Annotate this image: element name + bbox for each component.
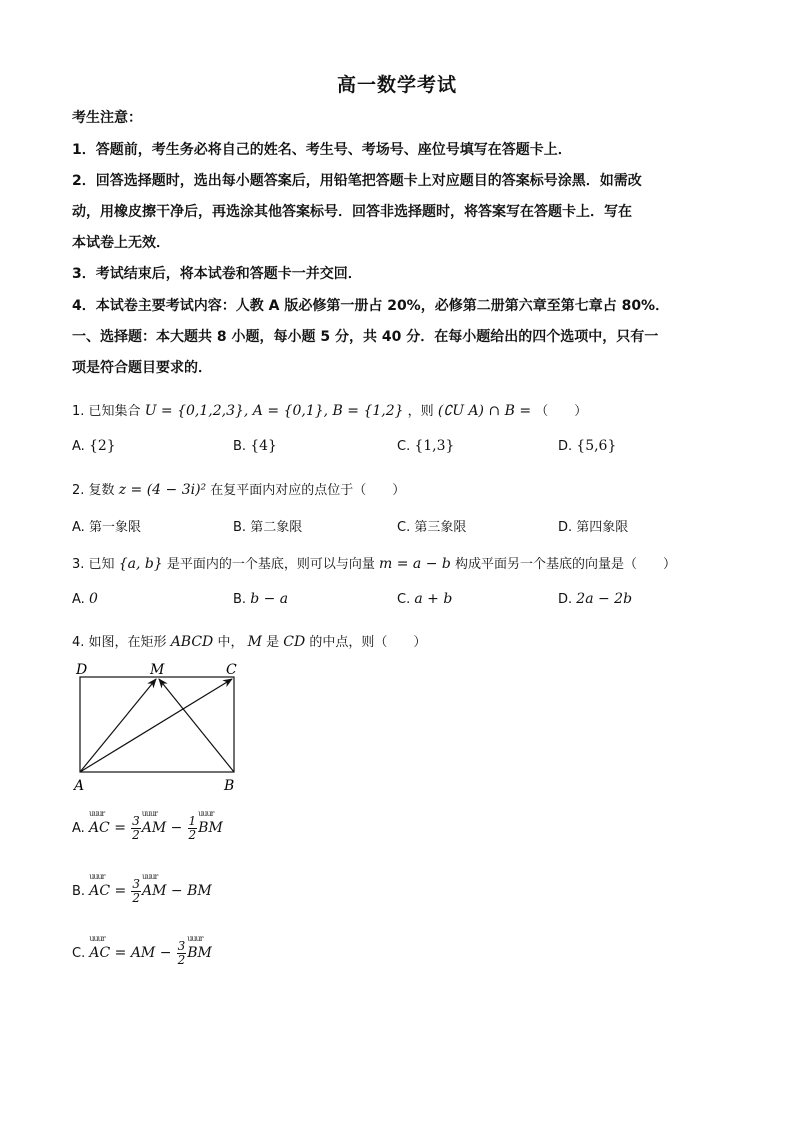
q1-expr: (∁U A) ∩ B = [437, 403, 532, 419]
q1-option-a[interactable]: A. {2} [72, 438, 116, 454]
rectangle-figure [70, 660, 250, 796]
vector-bm [159, 679, 234, 772]
q1-option-b[interactable]: B. {4} [233, 438, 277, 454]
section-heading-line1: 一、选择题：本大题共 8 小题，每小题 5 分，共 40 分．在每小题给出的四个选项中，只有一 [72, 329, 659, 345]
q3-prefix: 3. 已知 [72, 557, 115, 572]
notice-item-4: 4．本试卷主要考试内容：人教 A 版必修第一册占 20%，必修第二册第六章至第七章占 80%． [72, 298, 670, 314]
q4-option-c[interactable]: C. uuur AC = AM − $\frac{3}{2}$ uuur BM [72, 940, 212, 967]
label-c: C [226, 662, 237, 678]
q3-option-a[interactable]: A. 0 [72, 591, 98, 607]
notice-item-2-end: 本试卷上无效． [72, 235, 170, 251]
label-d: D [76, 662, 88, 678]
q1-option-c[interactable]: C. {1,3} [397, 438, 455, 454]
q4-point: M [247, 634, 262, 650]
q2-option-b[interactable]: B. 第二象限 [233, 520, 303, 535]
label-m: M [150, 662, 165, 678]
q4-prefix: 4. 如图，在矩形 [72, 635, 167, 650]
q2-expr: z = (4 − 3i)² [118, 482, 207, 498]
section-heading-line2: 项是符合题目要求的． [72, 360, 212, 376]
q4-segment: CD [283, 634, 306, 650]
q2-option-d[interactable]: D. 第四象限 [558, 520, 629, 535]
q3-option-c[interactable]: C. a + b [397, 591, 453, 607]
q3-option-b[interactable]: B. b − a [233, 591, 289, 607]
notice-item-1: 1．答题前，考生务必将自己的姓名、考生号、考场号、座位号填写在答题卡上． [72, 142, 572, 158]
q3-basis: {a, b} [118, 556, 163, 572]
question-1 [72, 400, 587, 419]
q3-option-d[interactable]: D. 2a − 2b [558, 591, 633, 607]
q1-option-d[interactable]: D. {5,6} [558, 438, 617, 454]
question-2 [72, 479, 405, 498]
q4-suffix: 的中点，则（ ） [309, 635, 427, 650]
q2-suffix: 在复平面内对应的点位于（ ） [210, 483, 406, 498]
q3-vector: m = a − b [379, 556, 451, 572]
q2-option-a[interactable]: A. 第一象限 [72, 520, 141, 535]
vector-ac [80, 679, 232, 772]
q1-middle: ，则 [407, 404, 434, 419]
q1-blank: （ ） [535, 404, 588, 419]
notice-heading: 考生注意： [72, 110, 142, 126]
q3-suffix: 构成平面另一个基底的向量是（ ） [455, 557, 677, 572]
q2-option-c[interactable]: C. 第三象限 [397, 520, 467, 535]
notice-item-2-cont: 动，用橡皮擦干净后，再选涂其他答案标号．回答非选择题时，将答案写在答题卡上．写在 [72, 204, 632, 220]
page-title: 高一数学考试 [336, 74, 457, 96]
q1-sets: U = {0,1,2,3}, A = {0,1}, B = {1,2} [144, 403, 404, 419]
q4-middle1: 中， [217, 635, 244, 650]
q4-option-a[interactable]: A. uuur AC = $\frac{3}{2}$ uuur AM − $\frac{1}{2}$ uuur BM [72, 815, 223, 842]
label-a: A [74, 778, 85, 794]
question-3 [72, 553, 676, 572]
q4-rect: ABCD [170, 634, 214, 650]
q1-prefix: 1. 已知集合 [72, 404, 141, 419]
q4-option-b[interactable]: B. uuur AC = $\frac{3}{2}$ uuur AM − BM [72, 878, 212, 905]
q3-middle: 是平面内的一个基底，则可以与向量 [166, 557, 375, 572]
notice-item-3: 3．考试结束后，将本试卷和答题卡一并交回． [72, 266, 362, 282]
notice-item-2: 2．回答选择题时，选出每小题答案后，用铅笔把答题卡上对应题目的答案标号涂黑．如需改 [72, 173, 642, 189]
question-4 [72, 631, 426, 650]
q4-middle2: 是 [266, 635, 280, 650]
q2-prefix: 2. 复数 [72, 483, 115, 498]
vector-am [80, 679, 156, 772]
label-b: B [224, 778, 235, 794]
